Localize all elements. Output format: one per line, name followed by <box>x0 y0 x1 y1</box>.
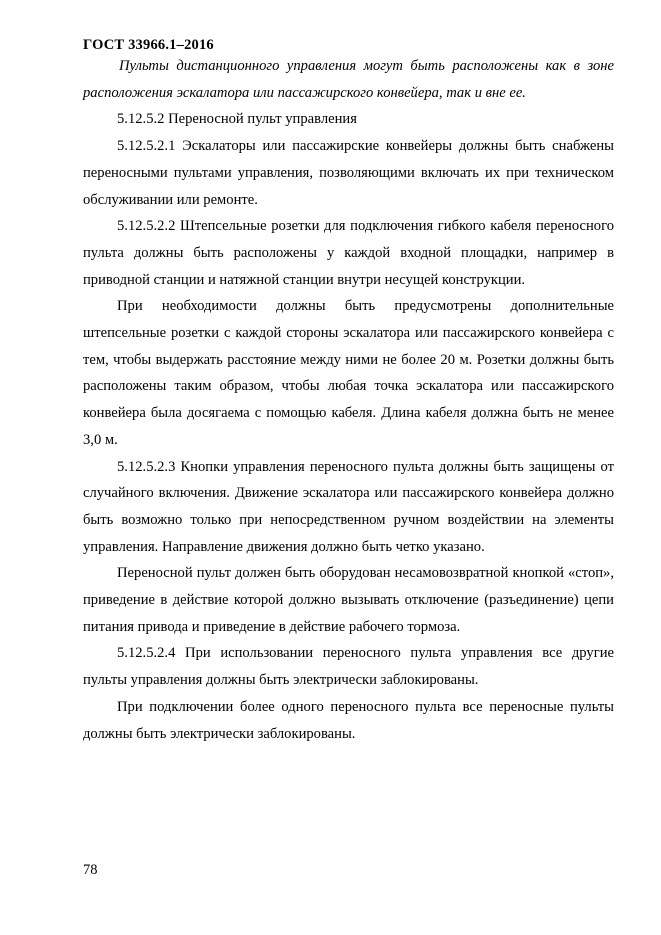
page-number: 78 <box>83 862 98 878</box>
section-heading-portable-control: 5.12.5.2 Переносной пульт управления <box>117 111 357 128</box>
paragraph-remote-control-note: Пульты дистанционного управления могут быть расположены как в зоне расположения эскалатора или пассажирского конвейера, так и вне ее. <box>83 58 614 101</box>
paragraph-5-12-5-2-2: 5.12.5.2.2 Штепсельные розетки для подключения гибкого кабеля переносного пульта должны быть расположены у каждой входной площадки, например в приводной станции и натяжной станции внутри несущей конструкции. <box>83 218 614 288</box>
paragraph-5-12-5-2-1: 5.12.5.2.1 Эскалаторы или пассажирские конвейеры должны быть снабжены переносными пультами управления, позволяющими включать их при техническом обслуживании или ремонте. <box>83 138 614 208</box>
paragraph-5-12-5-2-4: 5.12.5.2.4 При использовании переносного пульта управления все другие пульты управления должны быть электрически заблокированы. <box>83 645 614 689</box>
paragraph-multiple-pendants: При подключении более одного переносного пульта все переносные пульты должны быть электрически заблокированы. <box>83 698 614 742</box>
document-body <box>83 53 614 747</box>
paragraph-5-12-5-2-3: 5.12.5.2.3 Кнопки управления переносного пульта должны быть защищены от случайного включения. Движение эскалатора или пассажирского конвейера должно быть возможно только при непосредственном ручном воздействии на элементы управления. Направление движения должно быть четко указано. <box>83 458 614 555</box>
paragraph-stop-button: Переносной пульт должен быть оборудован несамовозвратной кнопкой «стоп», приведение в действие которой должно вызывать отключение (разъединение) цепи питания привода и приведение в действие рабочего тормоза. <box>83 565 614 635</box>
paragraph-additional-sockets: При необходимости должны быть предусмотрены дополнительные штепсельные розетки с каждой стороны эскалатора или пассажирского конвейера с тем, чтобы выдержать расстояние между ними не более 20 м. Розетки должны быть расположены таким образом, чтобы любая точка эскалатора или пассажирского конвейера была досягаема с помощью кабеля. Длина кабеля должна быть не менее 3,0 м. <box>83 298 614 448</box>
document-header: ГОСТ 33966.1–2016 <box>83 37 214 53</box>
